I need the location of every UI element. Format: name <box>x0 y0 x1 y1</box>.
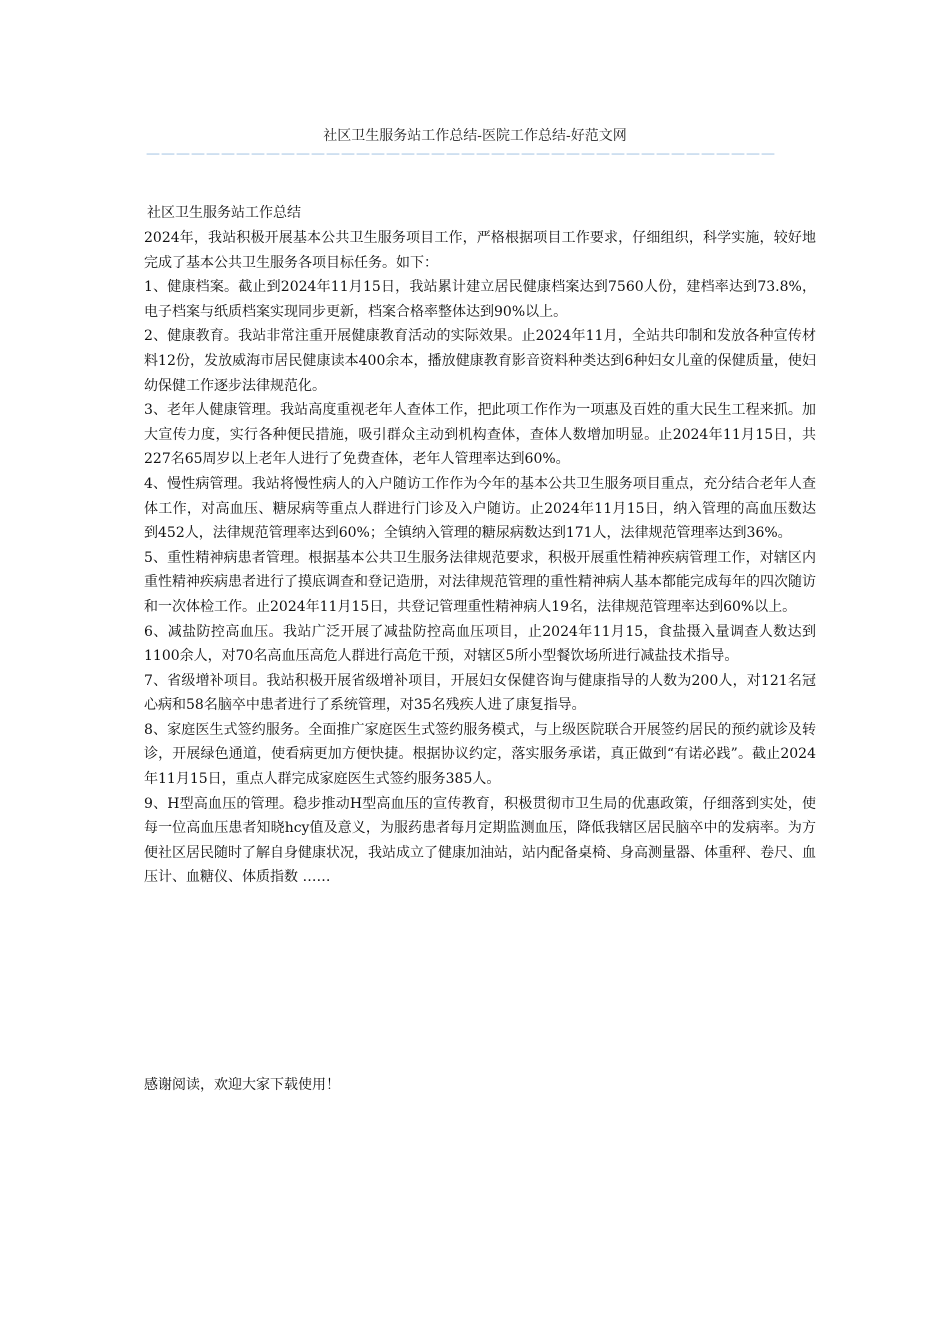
paragraph-h-type-hypertension: 9、H型高血压的管理。稳步推动H型高血压的宣传教育，积极贯彻市卫生局的优惠政策，仔细落到实处，使每一位高血压患者知晓hcy值及意义，为服药患者每月定期监测血压，降低我辖区居民脑卒中的发病率。为方便社区居民随时了解自身健康状况，我站成立了健康加油站，站内配备桌椅、身高测量器、体重秤、卷尺、血压计、血糖仪、体质指数 …… <box>144 795 816 886</box>
paragraph-health-records: 1、健康档案。截止到2024年11月15日，我站累计建立居民健康档案达到7560人份，建档率达到73.8%，电子档案与纸质档案实现同步更新，档案合格率整体达到90%以上。 <box>144 279 816 320</box>
document-title: 社区卫生服务站工作总结 <box>147 205 301 221</box>
paragraph-mental-illness: 5、重性精神病患者管理。根据基本公共卫生服务法律规范要求，积极开展重性精神疾病管理工作，对辖区内重性精神疾病患者进行了摸底调查和登记造册，对法律规范管理的重性精神病人基本都能完成每年的四次随访和一次体检工作。止2024年11月15日，共登记管理重性精神病人19名，法律规范管理率达到60%以上。 <box>144 549 816 615</box>
paragraph-chronic-disease: 4、慢性病管理。我站将慢性病人的入户随访工作作为今年的基本公共卫生服务项目重点，充分结合老年人查体工作，对高血压、糖尿病等重点人群进行门诊及入户随访。止2024年11月15日，纳入管理的高血压数达到452人，法律规范管理率达到60%；全镇纳入管理的糖尿病数达到171人，法律规范管理率达到36%。 <box>144 475 816 542</box>
paragraph-salt-reduction: 6、减盐防控高血压。我站广泛开展了减盐防控高血压项目，止2024年11月15，食盐摄入量调查人数达到1100余人，对70名高血压高危人群进行高危干预，对辖区5所小型餐饮场所进行减盐技术指导。 <box>144 623 816 665</box>
header-divider: —————————————————————————————————————————— <box>146 146 776 162</box>
paragraph-provincial-projects: 7、省级增补项目。我站积极开展省级增补项目，开展妇女保健咨询与健康指导的人数为200人，对121名冠心病和58名脑卒中患者进行了系统管理，对35名残疾人进了康复指导。 <box>144 672 816 714</box>
paragraph-health-education: 2、健康教育。我站非常注重开展健康教育活动的实际效果。止2024年11月，全站共印制和发放各种宣传材料12份，发放威海市居民健康读本400余本，播放健康教育影音资料种类达到6种妇女儿童的保健质量，使妇幼保健工作逐步法律规范化。 <box>144 328 816 394</box>
intro-paragraph: 2024年，我站积极开展基本公共卫生服务项目工作，严格根据项目工作要求，仔细组织，科学实施，较好地完成了基本公共卫生服务各项目标任务。如下： <box>144 230 816 271</box>
thanks-note: 感谢阅读，欢迎大家下载使用！ <box>144 1077 340 1093</box>
page-header-title: 社区卫生服务站工作总结-医院工作总结-好范文网 <box>323 128 627 144</box>
document-body <box>144 202 816 890</box>
paragraph-elderly-care: 3、老年人健康管理。我站高度重视老年人查体工作，把此项工作作为一项惠及百姓的重大民生工程来抓。加大宣传力度，实行各种便民措施，吸引群众主动到机构查体，查体人数增加明显。止2024年11月15日，共227名65周岁以上老年人进行了免费查体，老年人管理率达到60%。 <box>144 402 816 468</box>
paragraph-family-doctor: 8、家庭医生式签约服务。全面推广家庭医生式签约服务模式，与上级医院联合开展签约居民的预约就诊及转诊，开展绿色通道，使看病更加方便快捷。根据协议约定，落实服务承诺，真正做到“有诺必践”。截止2024年11月15日，重点人群完成家庭医生式签约服务385人。 <box>144 721 816 788</box>
